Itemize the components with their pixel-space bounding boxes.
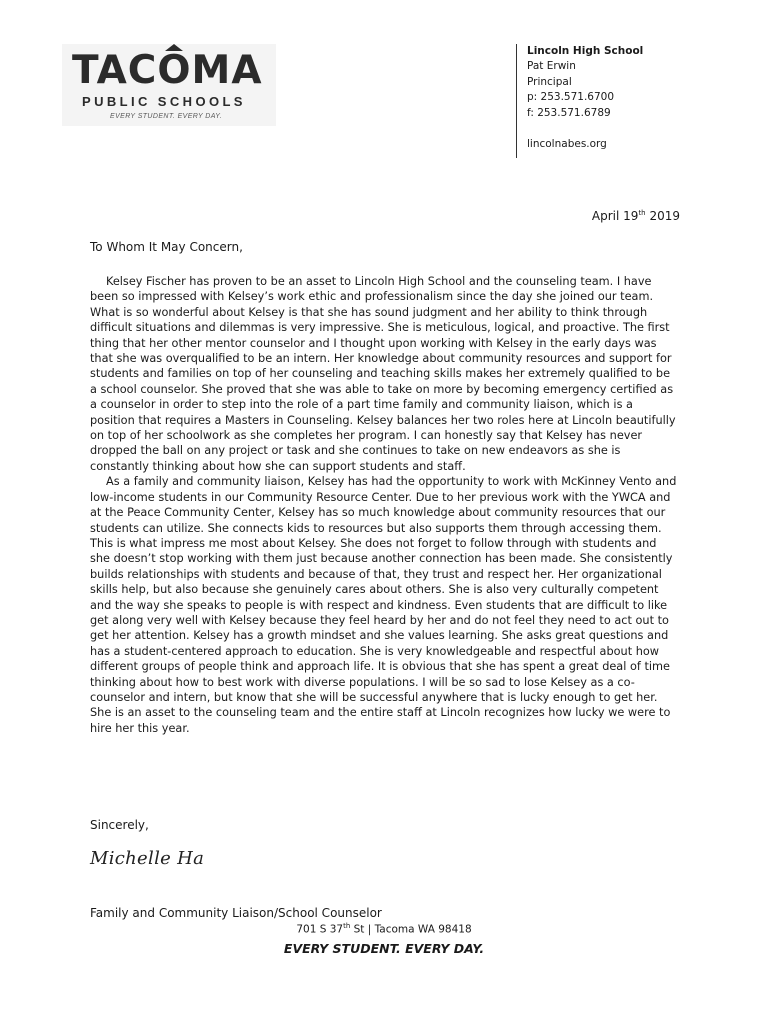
body-paragraph-2: As a family and community liaison, Kelsey has had the opportunity to work with McKinney Vento and low-income students in our Community Resource Center. Due to her previous work with the YWCA and at the Peace Community Center, Kelsey has so much knowledge about community resources that our students can utilize. She connects kids to resources but also supports them through accessing them. This is what impress me most about Kelsey. She does not forget to follow through with students and she doesn’t stop working with them just because another connection has been made. She consistently builds relationships with students and because of that, they trust and respect her. Her organizational skills help, but also because she genuinely cares about others. She is also very culturally competent and the way she speaks to people is with respect and kindness. Even students that are difficult to like get along very well with Kelsey because they feel heard by her and do not feel they need to act out to get her attention. Kelsey has a growth mindset and she values learning. She asks great questions and has a student-centered approach to education. She is very knowledgeable and respectful about how different groups of people think and approach life. It is obvious that she has spent a great deal of time thinking about how to best work with diverse populations. I will be so sad to lose Kelsey as a co-counselor and intern, but know that she will be successful anywhere that is lucky enough to get her. She is an asset to the counseling team and the entire staff at Lincoln recognizes how lucky we were to hire her this year. [90, 475, 677, 735]
closing: Sincerely, [90, 818, 149, 832]
date-year: 2019 [649, 209, 680, 223]
address-suffix: th [343, 922, 351, 930]
website-link[interactable]: lincolnabes.org [527, 138, 607, 151]
logo-wordmark [72, 48, 263, 94]
logo-tagline: EVERY STUDENT. EVERY DAY. [110, 113, 223, 120]
signature-title: Family and Community Liaison/School Counselor [90, 906, 382, 920]
logo-word-start: TAC [72, 48, 158, 93]
phone-number: p: 253.571.6700 [527, 91, 615, 104]
address-start: 701 S 37 [296, 923, 344, 936]
principal-title: Principal [527, 75, 572, 88]
footer-address [0, 922, 768, 936]
date-suffix: th [638, 209, 646, 217]
logo-subtitle: PUBLIC SCHOOLS [82, 94, 246, 109]
salutation: To Whom It May Concern, [90, 240, 243, 254]
school-name: Lincoln High School [527, 45, 644, 57]
letter-date [592, 209, 680, 223]
contact-block [516, 44, 737, 158]
fax-number: f: 253.571.6789 [527, 106, 611, 119]
logo-word-hat: O [157, 48, 192, 93]
letter-body [90, 274, 680, 736]
signature: Michelle Ha [90, 848, 205, 869]
address-end: St | Tacoma WA 98418 [350, 923, 472, 936]
body-paragraph-1: Kelsey Fischer has proven to be an asset to Lincoln High School and the counseling team. I have been so impressed with Kelsey’s work ethic and professionalism since the day she joined our team. What is so wonderful about Kelsey is that she has sound judgment and her ability to think through difficult situations and dilemmas is very impressive. She is meticulous, logical, and proactive. The first thing that her other mentor counselor and I thought upon working with Kelsey in the early days was that she was overqualified to be an intern. Her knowledge about community resources and support for students and families on top of her counseling and teaching skills makes her extremely qualified to be a school counselor. She proved that she was able to take on more by becoming emergency certified as a counselor in order to step into the role of a part time family and community liaison, which is a position that requires a Masters in Counseling. Kelsey balances her two roles here at Lincoln beautifully on top of her schoolwork as she completes her program. I can honestly say that Kelsey has never dropped the ball on any project or task and she continues to take on new endeavors as she is constantly thinking about how she can support students and staff. [90, 275, 676, 473]
principal-name: Pat Erwin [527, 60, 576, 73]
footer-tagline: EVERY STUDENT. EVERY DAY. [283, 941, 485, 956]
date-month-day: April 19 [591, 209, 639, 223]
tacoma-public-schools-logo [62, 44, 276, 126]
logo-word-end: MA [191, 48, 263, 93]
